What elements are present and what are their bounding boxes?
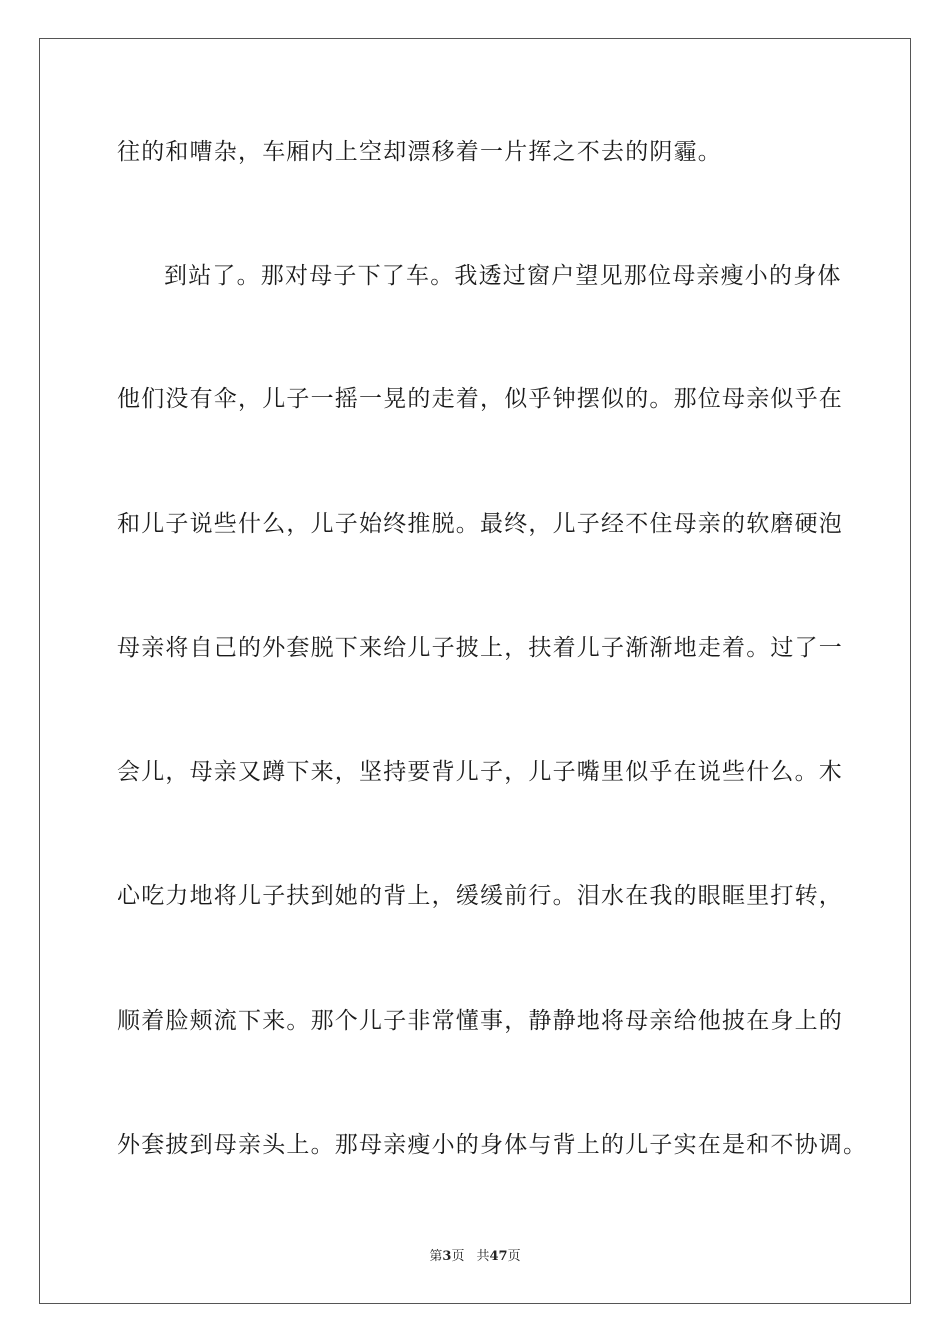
page-number: 3 (442, 1249, 452, 1264)
text-line-5: 母亲将自己的外套脱下来给儿子披上，扶着儿子渐渐地走着。过了一 (117, 635, 843, 661)
total-suffix: 页 (507, 1249, 521, 1264)
total-prefix: 共 (476, 1249, 490, 1264)
page-suffix: 页 (451, 1249, 465, 1264)
text-line-2: 到站了。那对母子下了车。我透过窗户望见那位母亲瘦小的身体 (164, 263, 842, 289)
text-line-9: 外套披到母亲头上。那母亲瘦小的身体与背上的儿子实在是和不协调。 (117, 1132, 868, 1158)
text-line-4: 和儿子说些什么，儿子始终推脱。最终，儿子经不住母亲的软磨硬泡 (117, 511, 843, 537)
page-footer (0, 1248, 950, 1266)
text-line-6: 会儿，母亲又蹲下来，坚持要背儿子，儿子嘴里似乎在说些什么。木 (117, 759, 843, 785)
text-line-3: 他们没有伞，儿子一摇一晃的走着，似乎钟摆似的。那位母亲似乎在 (117, 386, 843, 412)
text-line-7: 心吃力地将儿子扶到她的背上，缓缓前行。泪水在我的眼眶里打转， (117, 883, 843, 909)
total-pages: 47 (489, 1249, 508, 1264)
page-border (39, 38, 911, 1304)
text-line-1: 往的和嘈杂，车厢内上空却漂移着一片挥之不去的阴霾。 (117, 139, 722, 165)
page-prefix: 第 (429, 1249, 443, 1264)
text-line-8: 顺着脸颊流下来。那个儿子非常懂事，静静地将母亲给他披在身上的 (117, 1008, 843, 1034)
